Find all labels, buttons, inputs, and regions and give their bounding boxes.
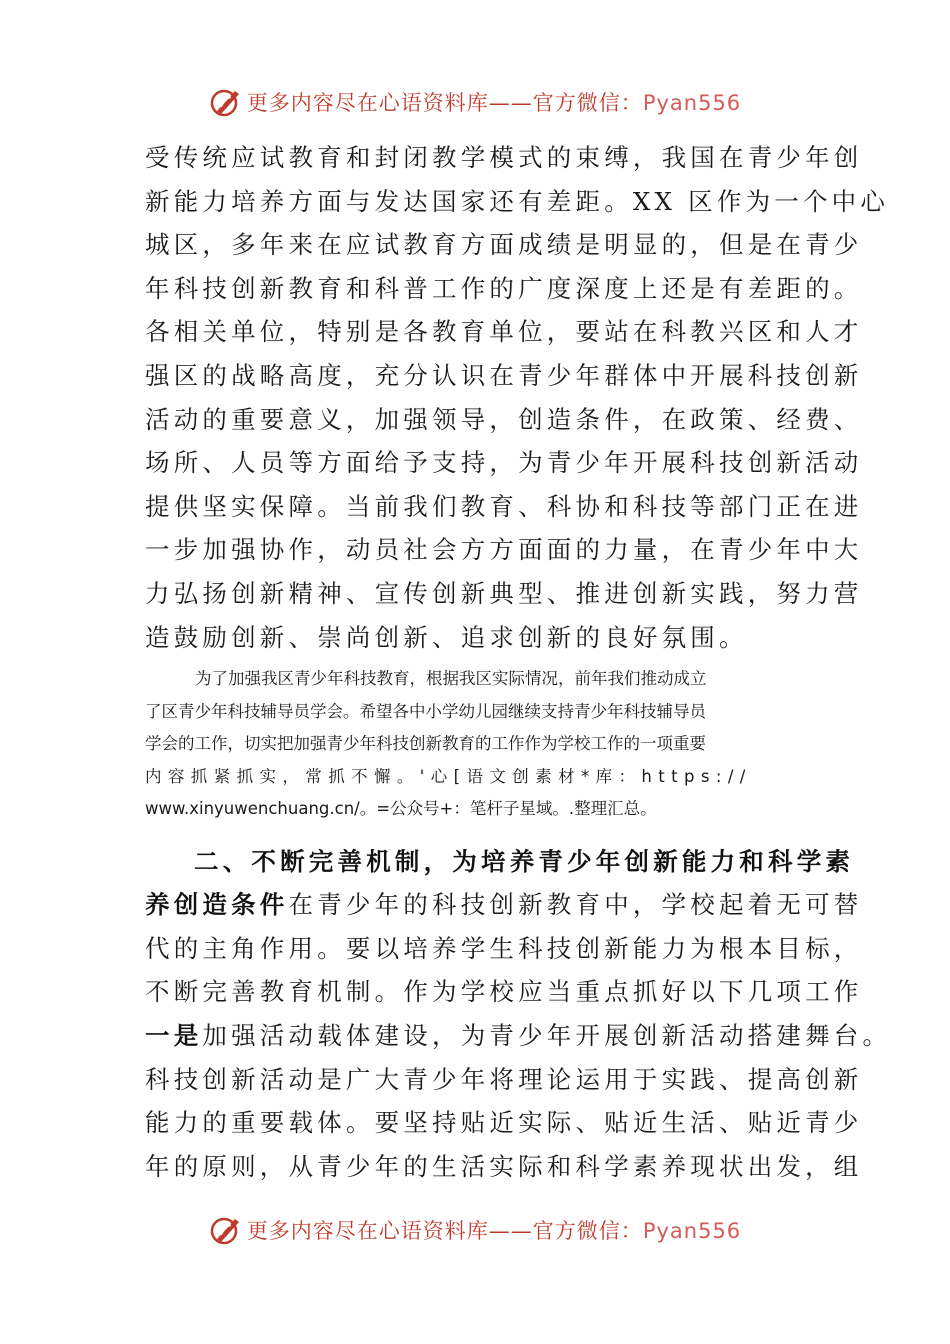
- text-line: 活动的重要意义，加强领导，创造条件，在政策、经费、: [145, 404, 863, 434]
- text-line: 一是加强活动载体建设，为青少年开展创新活动搭建舞台。: [145, 1021, 892, 1050]
- text-line: 代的主角作用。要以培养学生科技创新能力为根本目标，: [145, 933, 863, 963]
- text-line: 受传统应试教育和封闭教学模式的束缚，我国在青少年创: [145, 143, 863, 172]
- point-label: 一是: [145, 1021, 203, 1050]
- section-heading-end: 养创造条件: [145, 890, 289, 920]
- text-line: 新能力培养方面与发达国家还有差距。XX 区作为一个中心: [145, 186, 890, 216]
- paragraph-1: [145, 136, 890, 659]
- text-line: 场所、人员等方面给予支持，为青少年开展科技创新活动: [145, 448, 863, 478]
- document-body: [145, 136, 892, 1188]
- banner-text: 更多内容尽在心语资料库——官方微信：Pyan556: [246, 1219, 742, 1243]
- wechat-id: Pyan556: [642, 91, 742, 115]
- text-line: 强区的战略高度，充分认识在青少年群体中开展科技创新: [145, 360, 863, 390]
- text-line: 能力的重要载体。要坚持贴近实际、贴近生活、贴近青少: [145, 1108, 863, 1138]
- text-line: 了区青少年科技辅导员学会。希望各中小学幼儿园继续支持青少年科技辅导员: [145, 701, 706, 721]
- paragraph-2: [145, 663, 810, 826]
- text-line: 养创造条件在青少年的科技创新教育中，学校起着无可替: [145, 890, 863, 920]
- text-line: www.xinyuwenchuang.cn/。=公众号+：笔杆子星域。.整理汇总。: [145, 799, 657, 819]
- text-line: 提供坚实保障。当前我们教育、科协和科技等部门正在进: [145, 491, 863, 521]
- section-heading: 二、不断完善机制，为培养青少年创新能力和科学素: [194, 846, 855, 876]
- text-line: 科技创新活动是广大青少年将理论运用于实践、提高创新: [145, 1064, 863, 1094]
- wechat-id: Pyan556: [642, 1219, 742, 1243]
- footer-banner: [0, 1210, 950, 1250]
- section-2: [145, 840, 892, 1189]
- banner-text: 更多内容尽在心语资料库——官方微信：Pyan556: [246, 91, 742, 115]
- text-line: 年科技创新教育和科普工作的广度深度上还是有差距的。: [145, 273, 863, 303]
- text-line: 城区，多年来在应试教育方面成绩是明显的，但是在青少: [145, 230, 863, 260]
- text-line: 为了加强我区青少年科技教育，根据我区实际情况，前年我们推动成立: [195, 669, 707, 689]
- text-line: 力弘扬创新精神、宣传创新典型、推进创新实践，努力营: [145, 578, 863, 608]
- text-line: 不断完善教育机制。作为学校应当重点抓好以下几项工作: [145, 977, 863, 1007]
- text-line: 内容抓紧抓实，常抓不懈。'心[语文创素材*库：https://: [145, 766, 752, 786]
- text-line: 造鼓励创新、崇尚创新、追求创新的良好氛围。: [145, 622, 748, 652]
- text-line: 一步加强协作，动员社会方方面面的力量，在青少年中大: [145, 535, 863, 565]
- text-line: 学会的工作，切实把加强青少年科技创新教育的工作作为学校工作的一项重要: [145, 734, 706, 754]
- text-line: 年的原则，从青少年的生活实际和科学素养现状出发，组: [145, 1151, 863, 1181]
- header-banner: [0, 82, 950, 122]
- pen-logo-icon: [209, 1213, 243, 1247]
- text-line: 各相关单位，特别是各教育单位，要站在科教兴区和人才: [145, 317, 863, 347]
- pen-logo-icon: [209, 85, 243, 119]
